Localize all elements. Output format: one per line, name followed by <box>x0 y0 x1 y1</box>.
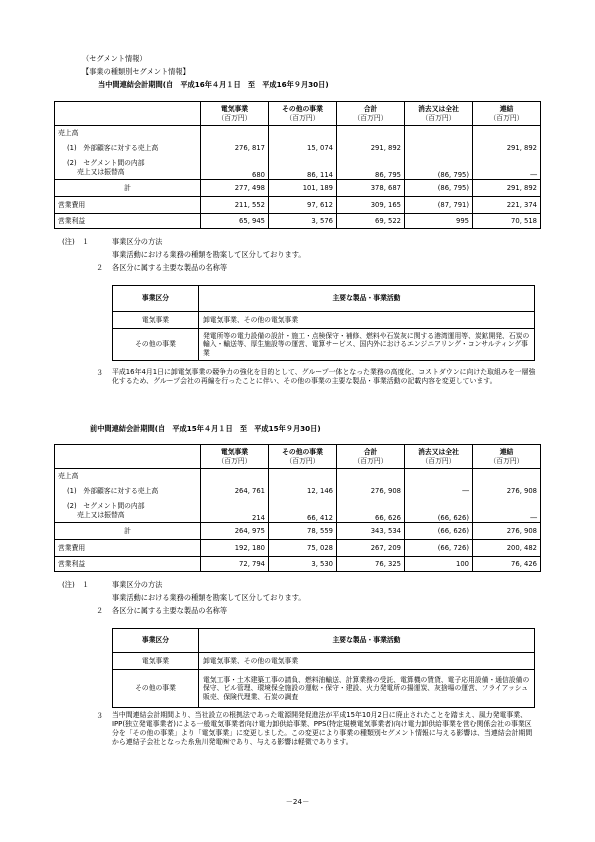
previous-segment-table <box>54 444 541 572</box>
row-label: (1) 外部顧客に対する売上高 <box>55 141 201 157</box>
cell-value: (86, 795) <box>405 157 473 180</box>
table-row <box>55 540 541 557</box>
header-blank <box>55 102 201 126</box>
row-label: 営業費用 <box>55 540 201 557</box>
current-products-table <box>112 285 535 361</box>
note-1-number: (注) １ <box>62 237 90 246</box>
cell-value: (87, 791) <box>405 197 473 214</box>
table-row <box>55 157 541 180</box>
segment-column-header: 事業区分 <box>113 286 199 312</box>
cell-value: 309, 165 <box>337 197 405 214</box>
segment-info-heading: （セグメント情報） <box>82 54 147 63</box>
note-3-body: 当中間連結会計期間より、当社設立の根拠法であった電源開発促進法が平成15年10月2日に廃止されたことを踏まえ、風力発電事業、IPP(独立発電事業者)による一般電気事業者向け電力卸供給事業、PPS(特定規模電気事業者)向け電力卸供給事業を営む関係会社の事業区分を「その他の事業」より「電気事業」に変更しました。この変更により事業の種類別セグメント情報に与える影響は、当連結会計期間から連結子会社となった糸魚川発電㈱であり、与える影響は軽微であります。 <box>112 711 533 747</box>
cell-value: ― <box>405 484 473 500</box>
note-1-number: (注) １ <box>62 580 90 589</box>
cell-value: 3, 576 <box>269 214 337 229</box>
cell-value: 221, 374 <box>473 197 541 214</box>
cell-value: 15, 074 <box>269 141 337 157</box>
cell-value: 276, 908 <box>337 484 405 500</box>
segment-name: その他の事業 <box>113 670 199 708</box>
cell-value: 70, 518 <box>473 214 541 229</box>
cell-value <box>405 141 473 157</box>
segment-name: その他の事業 <box>113 329 199 361</box>
cell-value: 86, 114 <box>269 157 337 180</box>
current-segment-table <box>54 101 541 229</box>
cell-value: 75, 028 <box>269 540 337 557</box>
table-row <box>55 500 541 523</box>
cell-value: 66, 412 <box>269 500 337 523</box>
column-header: 電気事業 （百万円） <box>201 102 269 126</box>
cell-value: 66, 626 <box>337 500 405 523</box>
note-2-number: ２ <box>96 263 104 272</box>
segment-products: 卸電気事業、その他の電気事業 <box>199 653 535 670</box>
cell-value: 264, 975 <box>201 523 269 540</box>
cell-value: 86, 795 <box>337 157 405 180</box>
cell-value: 97, 612 <box>269 197 337 214</box>
row-label: 営業利益 <box>55 214 201 229</box>
cell-value: 291, 892 <box>337 141 405 157</box>
note-2-title: 各区分に属する主要な製品の名称等 <box>112 263 228 272</box>
sales-label: 売上高 <box>55 126 201 141</box>
table-row <box>55 523 541 540</box>
cell-value: (66, 726) <box>405 540 473 557</box>
cell-value: 267, 209 <box>337 540 405 557</box>
column-header: 連結 （百万円） <box>473 102 541 126</box>
note-2-number: ２ <box>96 606 104 615</box>
cell-value: 291, 892 <box>473 141 541 157</box>
note-3-number: ３ <box>96 711 104 720</box>
note-1-title: 事業区分の方法 <box>112 237 163 246</box>
row-label: (2) セグメント間の内部 売上又は振替高 <box>55 157 201 180</box>
segment-name: 電気事業 <box>113 312 199 329</box>
table-row <box>55 180 541 197</box>
cell-value: 378, 687 <box>337 180 405 197</box>
cell-value: (66, 626) <box>405 523 473 540</box>
cell-value: 214 <box>201 500 269 523</box>
column-header: その他の事業 （百万円） <box>269 445 337 469</box>
table-row <box>55 484 541 500</box>
table-row <box>55 126 541 141</box>
segment-products: 発電所等の電力設備の設計・施工・点検保守・補修、燃料や石炭灰に関する港湾運用等、炭鉱開発、石炭の輸入・輸送等、厚生施設等の運営、電算サービス、国内外におけるエンジニアリング・コンサルティング事業 <box>199 329 535 361</box>
cell-value: 101, 189 <box>269 180 337 197</box>
column-header: 消去又は全社 （百万円） <box>405 445 473 469</box>
cell-value: 276, 817 <box>201 141 269 157</box>
cell-value: 76, 426 <box>473 557 541 572</box>
column-header: 電気事業 （百万円） <box>201 445 269 469</box>
segment-name: 電気事業 <box>113 653 199 670</box>
cell-value: 100 <box>405 557 473 572</box>
note-1-title: 事業区分の方法 <box>112 580 163 589</box>
previous-period-heading: 前中間連結会計期間(自 平成15年４月１日 至 平成15年９月30日) <box>90 424 321 433</box>
row-label: 営業費用 <box>55 197 201 214</box>
cell-value: 200, 482 <box>473 540 541 557</box>
cell-value: 76, 325 <box>337 557 405 572</box>
note-3-body: 平成16年4月1日に卸電気事業の競争力の強化を目的として、グループ一体となった業務の高度化、コストダウンに向けた取組みを一層強化するため、グループ会社の再編を行ったことに伴い、その他の事業の主要な製品・事業活動の記載内容を変更しています。 <box>112 368 536 386</box>
cell-value: 78, 559 <box>269 523 337 540</box>
column-header: 合計 （百万円） <box>337 445 405 469</box>
row-label: 営業利益 <box>55 557 201 572</box>
cell-value: (66, 626) <box>405 500 473 523</box>
cell-value: 276, 908 <box>473 523 541 540</box>
cell-value: ― <box>473 500 541 523</box>
column-header: 合計 （百万円） <box>337 102 405 126</box>
page-number: －24－ <box>285 797 310 806</box>
cell-value: 276, 908 <box>473 484 541 500</box>
table-row <box>55 197 541 214</box>
cell-value: 12, 146 <box>269 484 337 500</box>
cell-value: (86, 795) <box>405 180 473 197</box>
table-header-row <box>55 445 541 469</box>
cell-value: 264, 761 <box>201 484 269 500</box>
cell-value: 69, 522 <box>337 214 405 229</box>
sales-label: 売上高 <box>55 469 201 484</box>
note-1-body: 事業活動における業務の種類を勘案して区分しております。 <box>112 593 306 602</box>
table-header-row <box>55 102 541 126</box>
column-header: その他の事業 （百万円） <box>269 102 337 126</box>
row-label: (2) セグメント間の内部 売上又は振替高 <box>55 500 201 523</box>
row-label: 計 <box>55 180 201 197</box>
row-label: 計 <box>55 523 201 540</box>
cell-value: 291, 892 <box>473 180 541 197</box>
cell-value: 680 <box>201 157 269 180</box>
row-label: (1) 外部顧客に対する売上高 <box>55 484 201 500</box>
previous-products-table <box>112 628 535 708</box>
cell-value: 995 <box>405 214 473 229</box>
segment-column-header: 事業区分 <box>113 629 199 653</box>
cell-value: 65, 945 <box>201 214 269 229</box>
note-1-body: 事業活動における業務の種類を勘案して区分しております。 <box>112 250 306 259</box>
business-segment-heading: 【事業の種類別セグメント情報】 <box>82 67 190 76</box>
cell-value: ― <box>473 157 541 180</box>
cell-value: 277, 498 <box>201 180 269 197</box>
cell-value: 211, 552 <box>201 197 269 214</box>
cell-value: 192, 180 <box>201 540 269 557</box>
note-2-title: 各区分に属する主要な製品の名称等 <box>112 606 228 615</box>
header-blank <box>55 445 201 469</box>
table-row <box>55 141 541 157</box>
column-header: 消去又は全社 （百万円） <box>405 102 473 126</box>
table-row <box>55 214 541 229</box>
current-period-heading: 当中間連結会計期間(自 平成16年４月１日 至 平成16年９月30日) <box>98 80 329 89</box>
segment-products: 電気工事・土木建築工事の請負、燃料油輸送、計算業務の受託、電算機の賃貸、電子応用設備・通信設備の保守、ビル管理、環境保全施設の運転・保守・建設、火力発電所の揚運炭、灰捨場の運営、フライアッシュ販売、保険代理業、石炭の調査 <box>199 670 535 708</box>
table-row <box>55 557 541 572</box>
table-row <box>55 469 541 484</box>
cell-value: 72, 794 <box>201 557 269 572</box>
products-column-header: 主要な製品・事業活動 <box>199 286 535 312</box>
segment-products: 卸電気事業、その他の電気事業 <box>199 312 535 329</box>
products-column-header: 主要な製品・事業活動 <box>199 629 535 653</box>
cell-value: 343, 534 <box>337 523 405 540</box>
column-header: 連結 （百万円） <box>473 445 541 469</box>
cell-value: 3, 530 <box>269 557 337 572</box>
note-3-number: ３ <box>96 368 104 377</box>
